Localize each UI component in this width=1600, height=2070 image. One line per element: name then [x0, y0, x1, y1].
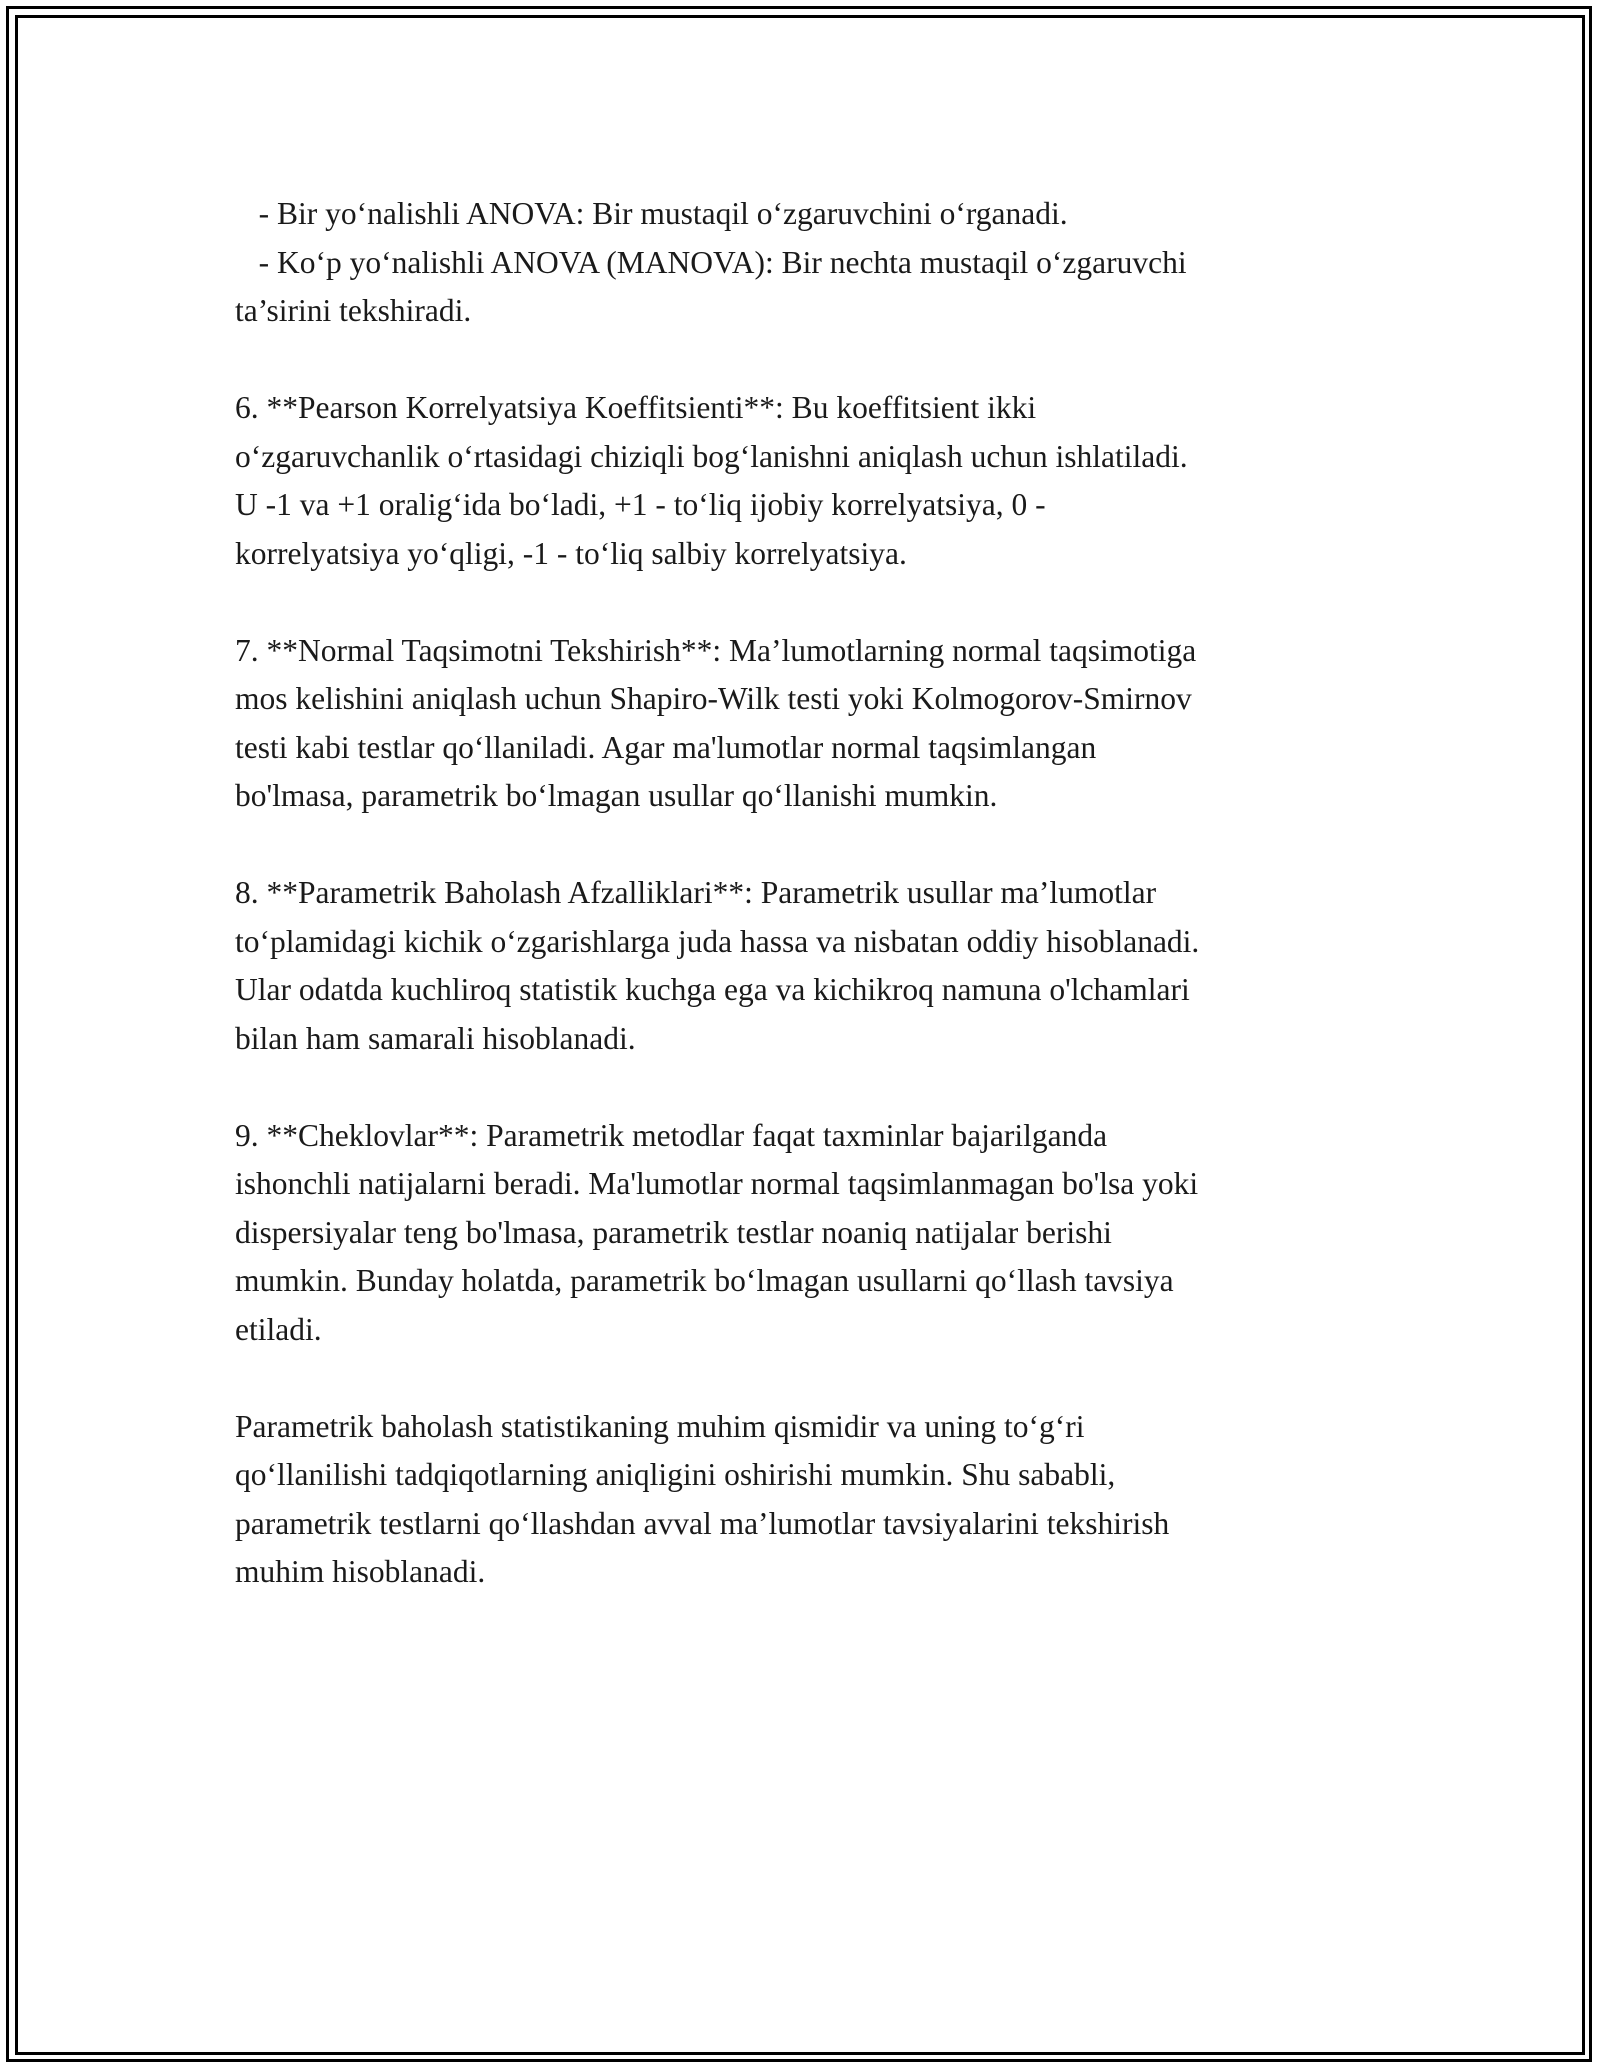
text-line: etiladi. — [235, 1311, 322, 1347]
text-line: bilan ham samarali hisoblanadi. — [235, 1020, 636, 1056]
text-line: o‘zgaruvchanlik o‘rtasidagi chiziqli bog‘lanishni aniqlash uchun ishlatiladi. — [235, 438, 1188, 474]
text-line: qo‘llanilishi tadqiqotlarning aniqligini oshirishi mumkin. Shu sababli, — [235, 1457, 1116, 1492]
paragraph-6-pearson — [235, 384, 1375, 578]
text-line: ishonchli natijalarni beradi. Ma'lumotlar normal taqsimlanmagan bo'lsa yoki — [235, 1166, 1199, 1201]
text-line: U -1 va +1 oralig‘ida bo‘ladi, +1 - to‘liq ijobiy korrelyatsiya, 0 - — [235, 487, 1046, 522]
text-line: 9. **Cheklovlar**: Parametrik metodlar faqat taxminlar bajarilganda — [235, 1117, 1108, 1153]
text-line: 8. **Parametrik Baholash Afzalliklari**: Parametrik usullar ma’lumotlar — [235, 875, 1157, 910]
text-line: muhim hisoblanadi. — [235, 1554, 486, 1589]
text-line: korrelyatsiya yo‘qligi, -1 - to‘liq salbiy korrelyatsiya. — [235, 535, 907, 571]
text-line: Ular odatda kuchliroq statistik kuchga ega va kichikroq namuna o'lchamlari — [235, 972, 1190, 1007]
list-item-manova: - Ko‘p yo‘nalishli ANOVA (MANOVA): Bir nechta mustaqil o‘zgaruvchi — [235, 244, 1187, 280]
text-line: Parametrik baholash statistikaning muhim qismidir va uning to‘g‘ri — [235, 1408, 1085, 1444]
text-line: mumkin. Bunday holatda, parametrik bo‘lmagan usullarni qo‘llash tavsiya — [235, 1263, 1174, 1298]
text-line: mos kelishini aniqlash uchun Shapiro-Wilk testi yoki Kolmogorov-Smirnov — [235, 681, 1192, 716]
text-line: to‘plamidagi kichik o‘zgarishlarga juda hassa va nisbatan oddiy hisoblanadi. — [235, 923, 1200, 959]
text-line: 6. **Pearson Korrelyatsiya Koeffitsienti**: Bu koeffitsient ikki — [235, 390, 1037, 425]
paragraph-8-advantages — [235, 869, 1375, 1063]
paragraph-7-normal-distribution — [235, 627, 1375, 821]
paragraph-conclusion — [235, 1403, 1375, 1597]
document-body — [235, 190, 1375, 1597]
list-item-one-way-anova: - Bir yo‘nalishli ANOVA: Bir mustaqil o‘zgaruvchini o‘rganadi. — [235, 196, 1068, 231]
list-item-manova-continuation: ta’sirini tekshiradi. — [235, 293, 472, 328]
paragraph-9-limitations — [235, 1112, 1375, 1355]
text-line: 7. **Normal Taqsimotni Tekshirish**: Ma’lumotlarning normal taqsimotiga — [235, 632, 1197, 668]
text-line: bo'lmasa, parametrik bo‘lmagan usullar qo‘llanishi mumkin. — [235, 778, 998, 813]
text-line: parametrik testlarni qo‘llashdan avval ma’lumotlar tavsiyalarini tekshirish — [235, 1505, 1170, 1541]
text-line: testi kabi testlar qo‘llaniladi. Agar ma'lumotlar normal taqsimlangan — [235, 729, 1097, 765]
anova-list — [235, 190, 1375, 336]
text-line: dispersiyalar teng bo'lmasa, parametrik testlar noaniq natijalar berishi — [235, 1214, 1112, 1250]
